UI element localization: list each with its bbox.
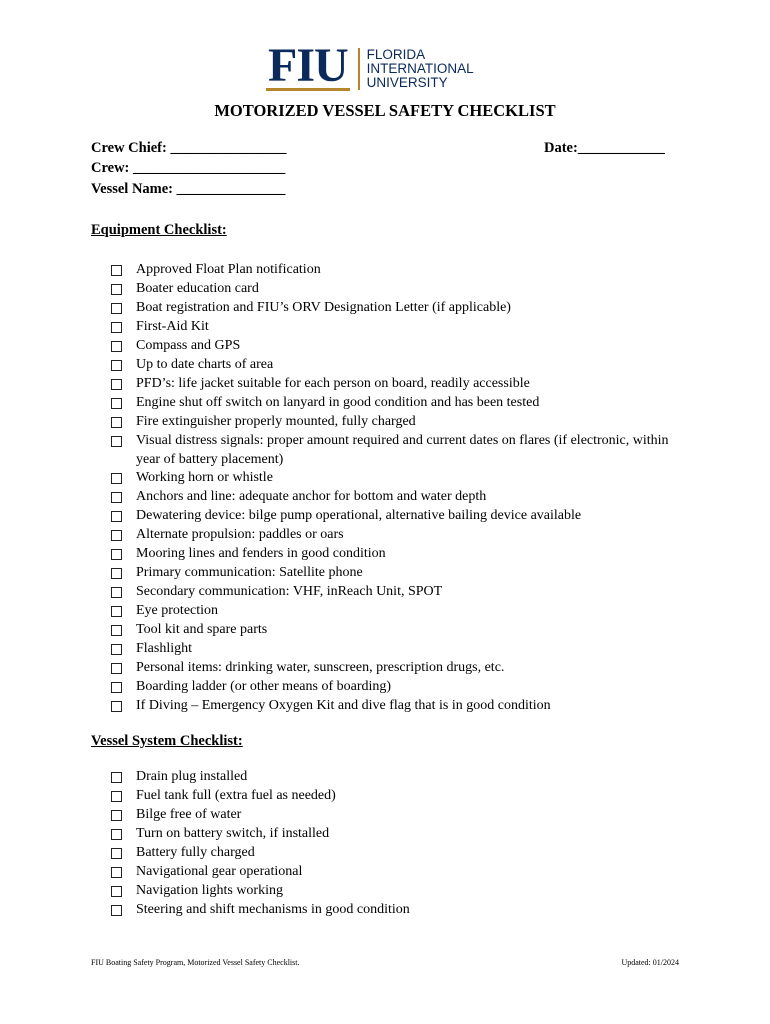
- page-title: MOTORIZED VESSEL SAFETY CHECKLIST: [214, 101, 556, 120]
- checklist-item: [111, 488, 691, 507]
- checklist-item-label: Boater education card: [136, 280, 259, 296]
- checklist-item: [111, 621, 691, 640]
- checklist-item: [111, 337, 691, 356]
- checklist-item: [111, 507, 691, 526]
- vessel-system-checklist: [111, 768, 691, 920]
- checklist-item: [111, 844, 691, 863]
- checkbox[interactable]: [111, 417, 122, 428]
- checkbox[interactable]: [111, 341, 122, 352]
- checkbox[interactable]: [111, 701, 122, 712]
- checklist-item: [111, 545, 691, 564]
- checkbox[interactable]: [111, 625, 122, 636]
- checklist-item-label: If Diving – Emergency Oxygen Kit and dive flag that is in good condition: [136, 697, 551, 713]
- checkbox[interactable]: [111, 568, 122, 579]
- checkbox[interactable]: [111, 905, 122, 916]
- crew-field[interactable]: Crew: _____________________: [91, 160, 286, 176]
- checklist-item-label: Visual distress signals: proper amount required and current dates on flares (if electronic, within year of battery placement): [136, 432, 669, 467]
- checkbox[interactable]: [111, 644, 122, 655]
- checklist-item-label: Engine shut off switch on lanyard in good condition and has been tested: [136, 394, 540, 410]
- checkbox[interactable]: [111, 303, 122, 314]
- checkbox[interactable]: [111, 511, 122, 522]
- checklist-item: [111, 564, 691, 583]
- checklist-item: [111, 469, 691, 488]
- checkbox[interactable]: [111, 682, 122, 693]
- checklist-item-label: Approved Float Plan notification: [136, 262, 321, 277]
- checklist-item: [111, 375, 691, 394]
- checklist-item-label: Up to date charts of area: [136, 356, 274, 372]
- checkbox[interactable]: [111, 436, 122, 447]
- checklist-item: [111, 583, 691, 602]
- checkbox[interactable]: [111, 791, 122, 802]
- checkbox[interactable]: [111, 848, 122, 859]
- checklist-item: [111, 318, 691, 337]
- checklist-item-label: Compass and GPS: [136, 337, 241, 353]
- equipment-checklist-heading: Equipment Checklist:: [91, 222, 227, 238]
- checklist-item: [111, 526, 691, 545]
- checklist-item: [111, 697, 691, 716]
- checklist-item-label: Alternate propulsion: paddles or oars: [136, 527, 344, 543]
- checkbox[interactable]: [111, 587, 122, 598]
- checkbox[interactable]: [111, 360, 122, 371]
- checklist-item-label: Navigational gear operational: [136, 863, 303, 879]
- checklist-item-label: Eye protection: [136, 603, 219, 619]
- checklist-item-label: Flashlight: [136, 641, 193, 657]
- checkbox[interactable]: [111, 398, 122, 409]
- checkbox[interactable]: [111, 867, 122, 878]
- checklist-item-label: Primary communication: Satellite phone: [136, 565, 363, 581]
- checklist-item: [111, 768, 691, 787]
- footer-left: FIU Boating Safety Program, Motorized Vessel Safety Checklist.: [91, 958, 300, 967]
- vessel-name-field[interactable]: Vessel Name: _______________: [91, 181, 286, 197]
- checklist-item: [111, 825, 691, 844]
- checkbox[interactable]: [111, 530, 122, 541]
- checklist-item-label: Drain plug installed: [136, 769, 248, 784]
- checklist-item: [111, 659, 691, 678]
- checklist-item-label: Bilge free of water: [136, 806, 242, 822]
- checkbox[interactable]: [111, 886, 122, 897]
- checklist-item: [111, 640, 691, 659]
- checklist-item: [111, 280, 691, 299]
- checklist-item: [111, 901, 691, 920]
- logo-wordmark: [367, 48, 474, 90]
- crew-chief-field[interactable]: Crew Chief: ________________: [91, 140, 287, 156]
- checklist-item-label: Dewatering device: bilge pump operational, alternative bailing device available: [136, 508, 582, 524]
- checklist-item-label: Fuel tank full (extra fuel as needed): [136, 787, 336, 803]
- checklist-item: [111, 806, 691, 825]
- checkbox[interactable]: [111, 379, 122, 390]
- logo-line: INTERNATIONAL: [366, 60, 474, 76]
- footer-right: Updated: 01/2024: [621, 958, 679, 967]
- date-field[interactable]: Date:____________: [544, 140, 665, 156]
- checklist-item-label: PFD’s: life jacket suitable for each person on board, readily accessible: [136, 375, 530, 391]
- checklist-item-label: Turn on battery switch, if installed: [136, 825, 330, 841]
- checklist-item-label: Tool kit and spare parts: [136, 622, 268, 638]
- checklist-item-label: Fire extinguisher properly mounted, fully charged: [136, 413, 416, 429]
- checkbox[interactable]: [111, 549, 122, 560]
- checkbox[interactable]: [111, 492, 122, 503]
- logo-divider: [358, 48, 360, 90]
- vessel-system-checklist-heading: Vessel System Checklist:: [91, 733, 243, 749]
- checkbox[interactable]: [111, 473, 122, 484]
- checklist-item: [111, 678, 691, 697]
- checklist-item-label: Battery fully charged: [136, 844, 255, 860]
- checklist-item: [111, 356, 691, 375]
- checklist-item-label: Anchors and line: adequate anchor for bottom and water depth: [136, 489, 487, 505]
- checkbox[interactable]: [111, 772, 122, 783]
- fiu-logo: [266, 46, 474, 91]
- checklist-item: [111, 432, 691, 470]
- equipment-checklist: [111, 261, 691, 716]
- checkbox[interactable]: [111, 322, 122, 333]
- checkbox[interactable]: [111, 829, 122, 840]
- checklist-item-label: Navigation lights working: [136, 882, 283, 898]
- checklist-item-label: Steering and shift mechanisms in good condition: [136, 901, 410, 917]
- checkbox[interactable]: [111, 606, 122, 617]
- checklist-item: [111, 394, 691, 413]
- checkbox[interactable]: [111, 265, 122, 276]
- checklist-item-label: Boarding ladder (or other means of boarding): [136, 678, 392, 694]
- checklist-item-label: Working horn or whistle: [136, 470, 273, 486]
- checklist-item-label: Boat registration and FIU’s ORV Designation Letter (if applicable): [136, 299, 511, 315]
- checklist-item: [111, 413, 691, 432]
- checklist-item-label: Personal items: drinking water, sunscreen, prescription drugs, etc.: [136, 660, 505, 676]
- checkbox[interactable]: [111, 810, 122, 821]
- logo-line: FLORIDA: [366, 46, 426, 62]
- checklist-item-label: Mooring lines and fenders in good condition: [136, 546, 386, 562]
- logo-line: UNIVERSITY: [366, 74, 448, 90]
- checklist-item: [111, 787, 691, 806]
- checklist-item: [111, 602, 691, 621]
- checklist-item-label: Secondary communication: VHF, inReach Unit, SPOT: [136, 584, 443, 600]
- checkbox[interactable]: [111, 663, 122, 674]
- fiu-logo-mark: FIU: [268, 46, 348, 91]
- checklist-item: [111, 863, 691, 882]
- checklist-item: [111, 261, 691, 280]
- checklist-item: [111, 299, 691, 318]
- checklist-item: [111, 882, 691, 901]
- checklist-item-label: First-Aid Kit: [136, 318, 209, 334]
- checkbox[interactable]: [111, 284, 122, 295]
